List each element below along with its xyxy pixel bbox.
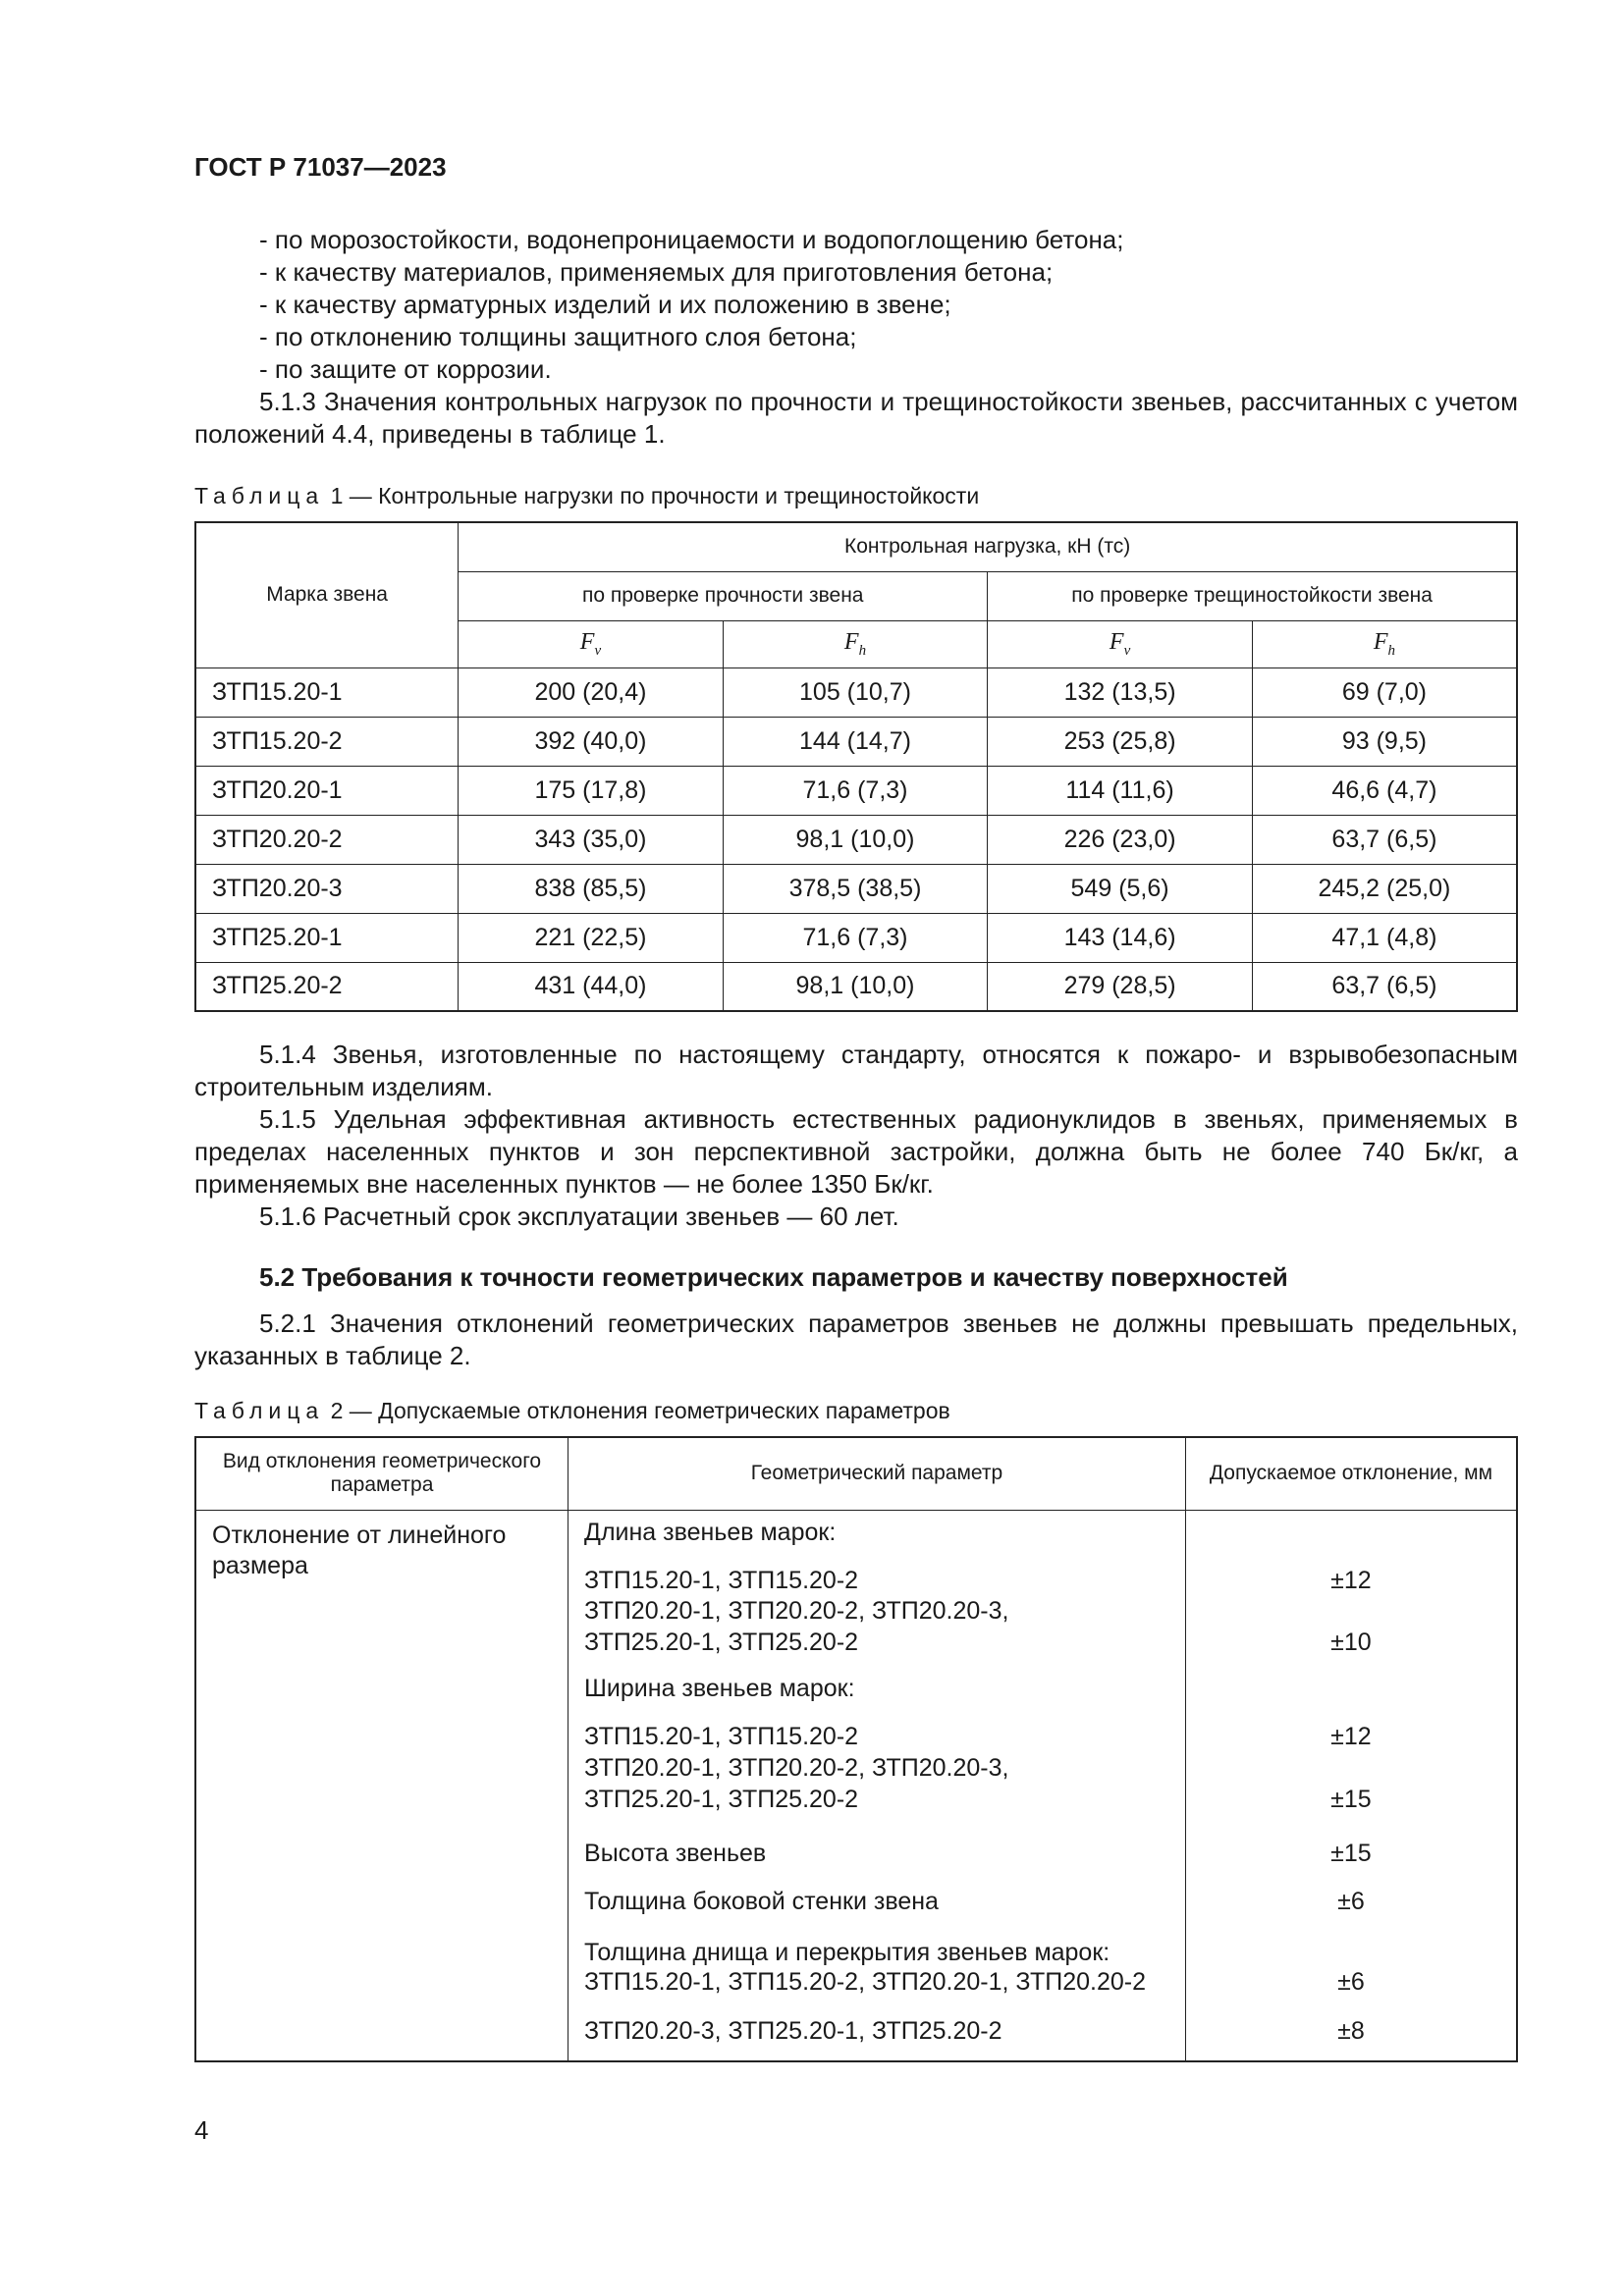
cell-value: 838 (85,5) bbox=[459, 864, 724, 913]
document-header: ГОСТ Р 71037—2023 bbox=[194, 152, 447, 182]
header-load: Контрольная нагрузка, кН (тс) bbox=[459, 522, 1517, 571]
deviation-value: ±6 bbox=[1337, 1887, 1365, 1915]
cell-mark: ЗТП25.20-2 bbox=[195, 962, 459, 1011]
cell-value: 132 (13,5) bbox=[988, 667, 1253, 717]
list-item: - по морозостойкости, водонепроницаемости и водопоглощению бетона; bbox=[259, 225, 1124, 254]
param-line: ЗТП20.20-1, ЗТП20.20-2, ЗТП20.20-3, bbox=[584, 1753, 1009, 1782]
deviation-value: ±6 bbox=[1337, 1967, 1365, 1996]
param-line: ЗТП15.20-1, ЗТП15.20-2, ЗТП20.20-1, ЗТП20.20-2 bbox=[584, 1967, 1147, 1996]
list-item: - к качеству материалов, применяемых для приготовления бетона; bbox=[259, 257, 1054, 287]
param-line: Длина звеньев марок: bbox=[584, 1518, 837, 1546]
header-fh-strength: $F_h$ bbox=[723, 620, 988, 667]
deviation-value: ±12 bbox=[1330, 1722, 1372, 1750]
cell-value: 47,1 (4,8) bbox=[1252, 913, 1517, 962]
cell-parameter-list bbox=[568, 1510, 1186, 2061]
cell-value: 143 (14,6) bbox=[988, 913, 1253, 962]
cell-value: 279 (28,5) bbox=[988, 962, 1253, 1011]
header-crack: по проверке трещиностойкости звена bbox=[988, 571, 1517, 620]
param-line: Высота звеньев bbox=[584, 1839, 767, 1867]
deviation-value: ±15 bbox=[1330, 1785, 1372, 1813]
header-fv-strength: $F_v$ bbox=[459, 620, 724, 667]
param-line: ЗТП25.20-1, ЗТП25.20-2 bbox=[584, 1628, 859, 1656]
caption-word: Таблица bbox=[194, 1398, 325, 1423]
header-fh-crack: $F_h$ bbox=[1252, 620, 1517, 667]
paragraph-5-2-1: 5.2.1 Значения отклонений геометрических параметров звеньев не должны превышать предельных, указанных в таблице 2. bbox=[194, 1308, 1518, 1370]
cell-value: 46,6 (4,7) bbox=[1252, 766, 1517, 815]
deviation-value: ±15 bbox=[1330, 1839, 1372, 1867]
paragraph-5-1-6: 5.1.6 Расчетный срок эксплуатации звеньев — 60 лет. bbox=[259, 1201, 899, 1231]
cell-deviation-kind: Отклонение от линейного размера bbox=[195, 1510, 568, 2061]
list-item: - к качеству арматурных изделий и их положению в звене; bbox=[259, 290, 951, 319]
param-line: Ширина звеньев марок: bbox=[584, 1674, 855, 1702]
cell-value: 93 (9,5) bbox=[1252, 717, 1517, 766]
paragraph-5-1-5: 5.1.5 Удельная эффективная активность естественных радионуклидов в звеньях, применяемых в пределах населенных пунктов и зон перспективной застройки, должна быть не более 740 Бк/кг, а применяемых вне населенных пунктов — не более 1350 Бк/кг. bbox=[194, 1104, 1518, 1199]
cell-value: 69 (7,0) bbox=[1252, 667, 1517, 717]
param-line: ЗТП20.20-3, ЗТП25.20-1, ЗТП25.20-2 bbox=[584, 2016, 1002, 2045]
cell-value: 98,1 (10,0) bbox=[723, 815, 988, 864]
cell-value: 105 (10,7) bbox=[723, 667, 988, 717]
caption-text: 2 — Допускаемые отклонения геометрических параметров bbox=[330, 1398, 950, 1423]
table-row bbox=[195, 766, 1517, 815]
section-5-1-continued bbox=[194, 1039, 1518, 1233]
cell-value: 63,7 (6,5) bbox=[1252, 815, 1517, 864]
deviation-value: ±8 bbox=[1337, 2016, 1365, 2045]
param-line: ЗТП20.20-1, ЗТП20.20-2, ЗТП20.20-3, bbox=[584, 1596, 1009, 1625]
table-2-geometric-deviations bbox=[194, 1436, 1518, 2062]
cell-value: 431 (44,0) bbox=[459, 962, 724, 1011]
cell-value: 245,2 (25,0) bbox=[1252, 864, 1517, 913]
table-row bbox=[195, 913, 1517, 962]
param-line: ЗТП25.20-1, ЗТП25.20-2 bbox=[584, 1785, 859, 1813]
cell-value: 200 (20,4) bbox=[459, 667, 724, 717]
cell-value: 71,6 (7,3) bbox=[723, 913, 988, 962]
header-strength: по проверке прочности звена bbox=[459, 571, 988, 620]
table-row bbox=[195, 815, 1517, 864]
requirements-list bbox=[194, 224, 1518, 451]
heading-5-2: 5.2 Требования к точности геометрических параметров и качеству поверхностей bbox=[259, 1262, 1288, 1292]
cell-value: 71,6 (7,3) bbox=[723, 766, 988, 815]
section-5-2-1 bbox=[194, 1308, 1518, 1372]
cell-deviation-values bbox=[1185, 1510, 1517, 2061]
cell-value: 221 (22,5) bbox=[459, 913, 724, 962]
header-mark: Марка звена bbox=[195, 522, 459, 667]
cell-value: 343 (35,0) bbox=[459, 815, 724, 864]
cell-mark: ЗТП15.20-1 bbox=[195, 667, 459, 717]
paragraph-5-1-4: 5.1.4 Звенья, изготовленные по настоящему стандарту, относятся к пожаро- и взрывобезопасным строительным изделиям. bbox=[194, 1040, 1518, 1101]
table-1-caption bbox=[194, 483, 979, 509]
table-row bbox=[195, 667, 1517, 717]
param-line: ЗТП15.20-1, ЗТП15.20-2 bbox=[584, 1566, 859, 1594]
table-row bbox=[195, 864, 1517, 913]
list-item: - по отклонению толщины защитного слоя бетона; bbox=[259, 322, 857, 351]
cell-value: 378,5 (38,5) bbox=[723, 864, 988, 913]
header-allowed-deviation: Допускаемое отклонение, мм bbox=[1185, 1437, 1517, 1510]
table-row bbox=[195, 1510, 1517, 2061]
list-item: - по защите от коррозии. bbox=[259, 354, 552, 384]
cell-value: 98,1 (10,0) bbox=[723, 962, 988, 1011]
deviation-value: ±10 bbox=[1330, 1628, 1372, 1656]
cell-value: 549 (5,6) bbox=[988, 864, 1253, 913]
header-fv-crack: $F_v$ bbox=[988, 620, 1253, 667]
caption-word: Таблица bbox=[194, 483, 325, 508]
cell-value: 63,7 (6,5) bbox=[1252, 962, 1517, 1011]
cell-mark: ЗТП25.20-1 bbox=[195, 913, 459, 962]
cell-mark: ЗТП15.20-2 bbox=[195, 717, 459, 766]
caption-text: 1 — Контрольные нагрузки по прочности и трещиностойкости bbox=[330, 483, 980, 508]
cell-value: 392 (40,0) bbox=[459, 717, 724, 766]
param-line: Толщина боковой стенки звена bbox=[584, 1887, 939, 1915]
section-heading-5-2 bbox=[194, 1261, 1518, 1294]
cell-value: 226 (23,0) bbox=[988, 815, 1253, 864]
cell-value: 175 (17,8) bbox=[459, 766, 724, 815]
header-parameter: Геометрический параметр bbox=[568, 1437, 1186, 1510]
cell-mark: ЗТП20.20-1 bbox=[195, 766, 459, 815]
cell-value: 253 (25,8) bbox=[988, 717, 1253, 766]
table-row bbox=[195, 962, 1517, 1011]
header-deviation-kind: Вид отклонения геометрического параметра bbox=[195, 1437, 568, 1510]
cell-mark: ЗТП20.20-3 bbox=[195, 864, 459, 913]
cell-mark: ЗТП20.20-2 bbox=[195, 815, 459, 864]
table-1-control-loads bbox=[194, 521, 1518, 1012]
deviation-value: ±12 bbox=[1330, 1566, 1372, 1594]
table-2-caption bbox=[194, 1398, 950, 1424]
page-number: 4 bbox=[194, 2115, 209, 2145]
param-line: ЗТП15.20-1, ЗТП15.20-2 bbox=[584, 1722, 859, 1750]
param-line: Толщина днища и перекрытия звеньев марок: bbox=[584, 1938, 1110, 1966]
table-row bbox=[195, 717, 1517, 766]
cell-value: 144 (14,7) bbox=[723, 717, 988, 766]
paragraph-5-1-3: 5.1.3 Значения контрольных нагрузок по прочности и трещиностойкости звеньев, рассчитанных с учетом положений 4.4, приведены в таблице 1. bbox=[194, 387, 1518, 449]
cell-value: 114 (11,6) bbox=[988, 766, 1253, 815]
